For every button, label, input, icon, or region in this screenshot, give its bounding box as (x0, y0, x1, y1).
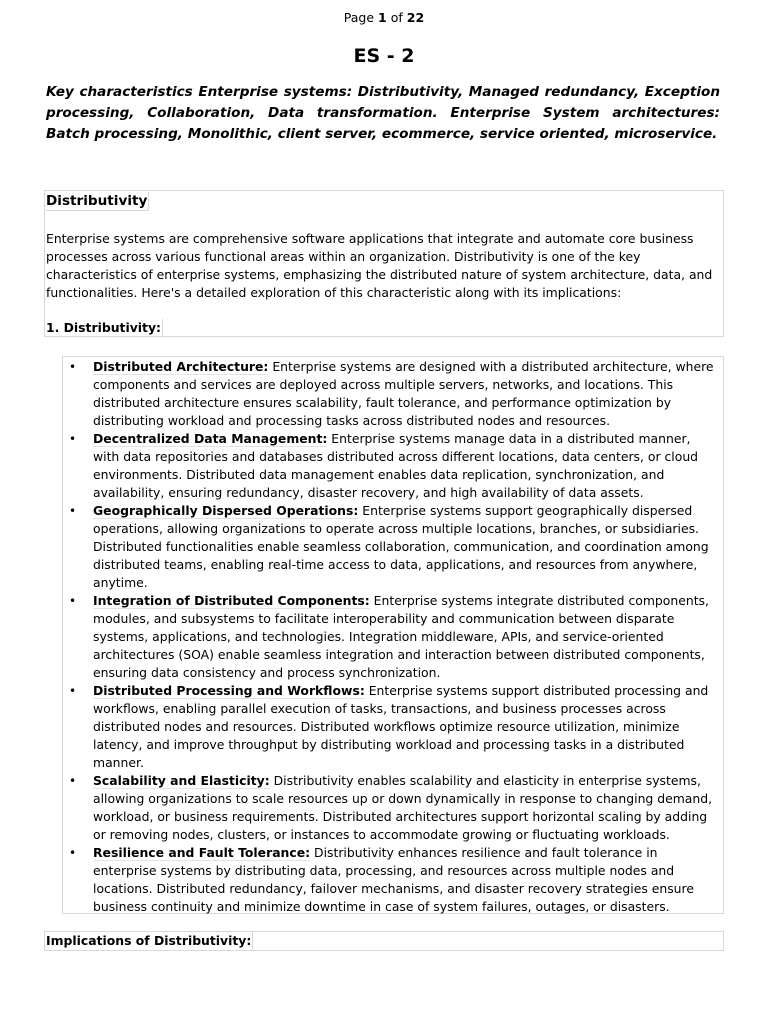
list-item-term: Distributed Architecture: (93, 359, 269, 374)
list-item-term: Scalability and Elasticity: (93, 773, 270, 788)
bullet-list (69, 358, 720, 916)
bullet-icon: • (69, 360, 77, 374)
bullet-icon: • (69, 594, 77, 608)
section-subheading: 1. Distributivity: (46, 320, 161, 335)
list-item-text: Distributivity enhances resilience and fault tolerance in enterprise systems by distributing data, processing, and resources across multiple nodes and locations. Distributed redundancy, failover mechanisms, and disaster recovery strategies ensure business continuity and minimize downtime in case of system failures, outages, or disasters. (93, 845, 694, 914)
list-item-text: Enterprise systems are designed with a distributed architecture, where components and services are deployed across multiple servers, networks, and locations. This distributed architecture ensures scalability, fault tolerance, and performance optimization by distributing workload and processing tasks across distributed nodes and resources. (93, 359, 714, 428)
list-item (69, 358, 720, 430)
page-of: of (390, 10, 403, 25)
intro-paragraph: Key characteristics Enterprise systems: Distributivity, Managed redundancy, Exception processing, Collaboration, Data transformation. Enterprise System architectures: Batch processing, Monolithic, client server, ecommerce, service oriented, microservice. (46, 84, 720, 142)
section-paragraph: Enterprise systems are comprehensive software applications that integrate and automate core business processes across various functional areas within an organization. Distributivity is one of the key characteristics of enterprise systems, emphasizing the distributed nature of system architecture, data, and functionalities. Here's a detailed exploration of this characteristic along with its implications: (46, 231, 713, 300)
bullet-icon: • (69, 432, 77, 446)
list-item-term: Distributed Processing and Workflows: (93, 683, 365, 698)
page-label: Page (343, 10, 375, 25)
document-title: ES - 2 (353, 45, 415, 67)
bullet-icon: • (69, 684, 77, 698)
page-indicator (0, 10, 768, 26)
list-item-term: Decentralized Data Management: (93, 431, 328, 446)
list-item-term: Integration of Distributed Components: (93, 593, 370, 608)
list-item-text: Enterprise systems support distributed processing and workflows, enabling parallel execution of tasks, transactions, and business processes across distributed nodes and resources. Distributed workflows optimize resource utilization, minimize latency, and improve throughput by distributing workload and processing tasks in a distributed manner. (93, 683, 709, 770)
list-item (69, 844, 720, 916)
list-item-text: Distributivity enables scalability and elasticity in enterprise systems, allowing organizations to scale resources up or down dynamically in response to changing demand, workload, or business requirements. Distributed architectures support horizontal scaling by adding or removing nodes, clusters, or instances to accommodate growing or fluctuating workloads. (93, 773, 713, 842)
list-item (69, 682, 720, 772)
page-total: 22 (406, 10, 425, 25)
list-item (69, 772, 720, 844)
page-current: 1 (378, 10, 387, 25)
list-item-term: Geographically Dispersed Operations: (93, 503, 359, 518)
list-item-text: Enterprise systems support geographically dispersed operations, allowing organizations to operate across multiple locations, branches, or subsidiaries. Distributed functionalities enable seamless collaboration, communication, and coordination among distributed teams, enabling real-time access to data, applications, and resources from anywhere, anytime. (93, 503, 709, 590)
bullet-icon: • (69, 504, 77, 518)
bullet-icon: • (69, 774, 77, 788)
list-item-term: Resilience and Fault Tolerance: (93, 845, 311, 860)
implications-heading: Implications of Distributivity: (46, 933, 252, 948)
bullet-icon: • (69, 846, 77, 860)
list-item (69, 430, 720, 502)
list-item (69, 502, 720, 592)
section-heading: Distributivity (46, 193, 148, 209)
list-item-text: Enterprise systems integrate distributed components, modules, and subsystems to facilitate interoperability and communication between disparate systems, applications, and technologies. Integration middleware, APIs, and service-oriented architectures (SOA) enable seamless integration and interaction between distributed components, ensuring data consistency and process synchronization. (93, 593, 709, 680)
list-item (69, 592, 720, 682)
list-item-text: Enterprise systems manage data in a distributed manner, with data repositories and databases distributed across different locations, data centers, or cloud environments. Distributed data management enables data replication, synchronization, and availability, ensuring redundancy, disaster recovery, and high availability of data assets. (93, 431, 699, 500)
